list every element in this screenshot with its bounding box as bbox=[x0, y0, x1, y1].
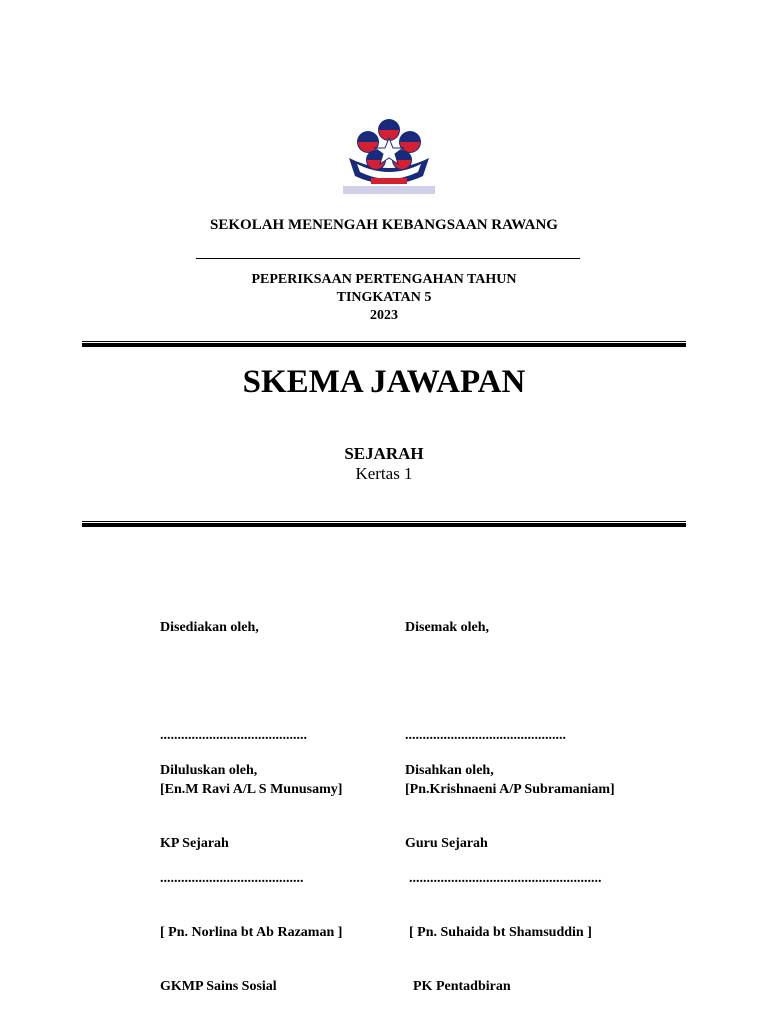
signatory-label: Disahkan oleh, bbox=[405, 763, 494, 778]
logo-background-band bbox=[343, 186, 435, 194]
signature-line: ......................................... bbox=[160, 871, 304, 886]
school-name-underline bbox=[196, 258, 580, 259]
signatory-label: Disediakan oleh, bbox=[160, 620, 259, 635]
signature-line: .............................................. bbox=[405, 728, 566, 743]
signatory-name: [En.M Ravi A/L S Munusamy] bbox=[160, 782, 343, 797]
exam-form: TINGKATAN 5 bbox=[336, 290, 432, 305]
signatory-role: KP Sejarah bbox=[160, 836, 229, 851]
school-crest-logo bbox=[343, 108, 435, 196]
signatory-verified bbox=[405, 726, 602, 1014]
signatory-role: Guru Sejarah bbox=[405, 836, 488, 851]
signatory-role: GKMP Sains Sosial bbox=[160, 979, 277, 994]
signatory-role: PK Pentadbiran bbox=[413, 979, 511, 994]
subject-name: SEJARAH bbox=[344, 444, 424, 463]
logo-name-plate bbox=[371, 178, 407, 184]
signatory-name: [ Pn. Norlina bt Ab Razaman ] bbox=[160, 925, 343, 940]
paper-number: Kertas 1 bbox=[355, 464, 413, 483]
signatory-label: Disemak oleh, bbox=[405, 620, 489, 635]
school-name: SEKOLAH MENENGAH KEBANGSAAN RAWANG bbox=[210, 217, 558, 233]
document-title: SKEMA JAWAPAN bbox=[242, 364, 526, 400]
signatory-name: [ Pn. Suhaida bt Shamsuddin ] bbox=[409, 925, 592, 940]
signatory-name: [Pn.Krishnaeni A/P Subramaniam] bbox=[405, 782, 615, 797]
signatory-approved bbox=[160, 726, 342, 1014]
exam-info bbox=[0, 271, 768, 325]
exam-title: PEPERIKSAAN PERTENGAHAN TAHUN bbox=[251, 272, 517, 287]
signature-line: ....................................................... bbox=[409, 871, 602, 886]
signatory-label: Diluluskan oleh, bbox=[160, 763, 258, 778]
exam-year: 2023 bbox=[370, 308, 398, 323]
signature-line: .......................................... bbox=[160, 728, 307, 743]
